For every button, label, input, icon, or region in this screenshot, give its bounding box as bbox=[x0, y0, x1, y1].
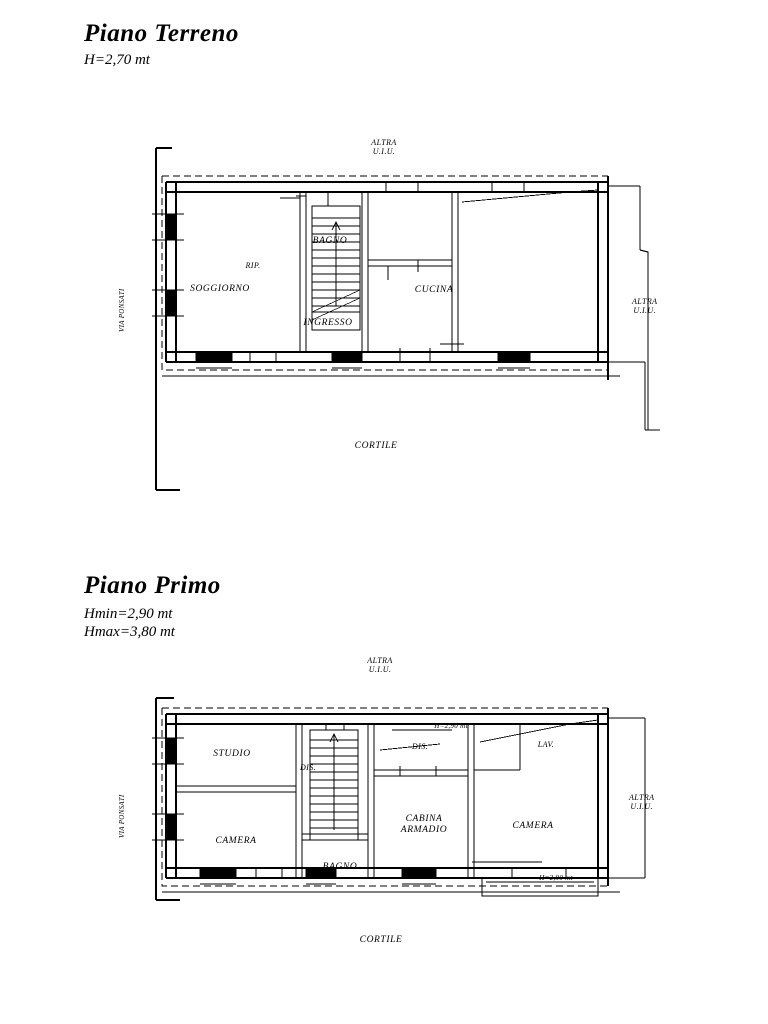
room-label-cabina-armadio: CABINA ARMADIO bbox=[400, 814, 448, 835]
room-label-lav: LAV. bbox=[537, 740, 555, 749]
room-label-studio: STUDIO bbox=[213, 749, 251, 759]
label-altra-uiu-right-first: ALTRA U.I.U. bbox=[629, 793, 655, 812]
room-label-rip: RIP. bbox=[245, 261, 261, 270]
page-title-ground-floor: Piano Terreno bbox=[84, 20, 239, 47]
ground-floor-height-note: H=2,70 mt bbox=[84, 52, 150, 68]
room-label-bagno: BAGNO bbox=[312, 236, 348, 246]
page-title-first-floor: Piano Primo bbox=[84, 572, 221, 599]
dimension-note-h290-top: H=2,90 mt bbox=[434, 722, 468, 730]
label-via-ponsati-ground: VIA PONSATI bbox=[118, 288, 126, 332]
first-floor-height-note-max: Hmax=3,80 mt bbox=[84, 624, 175, 640]
room-label-dis-left: DIS. bbox=[299, 763, 317, 772]
label-cortile-first: CORTILE bbox=[359, 935, 403, 945]
room-label-soggiorno: SOGGIORNO bbox=[190, 284, 250, 294]
room-label-camera-left: CAMERA bbox=[215, 836, 257, 846]
ground-floor-drawing bbox=[100, 130, 670, 510]
room-label-dis-right: DIS. bbox=[411, 742, 429, 751]
room-label-ingresso: INGRESSO bbox=[303, 318, 353, 328]
label-altra-uiu-top-ground: ALTRA U.I.U. bbox=[371, 138, 397, 157]
label-via-ponsati-first: VIA PONSATI bbox=[118, 794, 126, 838]
label-cortile-ground: CORTILE bbox=[354, 441, 398, 451]
first-floor-height-note-min: Hmin=2,90 mt bbox=[84, 606, 173, 622]
label-altra-uiu-right-ground: ALTRA U.I.U. bbox=[632, 297, 658, 316]
label-altra-uiu-top-first: ALTRA U.I.U. bbox=[367, 656, 393, 675]
room-label-cucina: CUCINA bbox=[414, 285, 454, 295]
room-label-bagno-first: BAGNO bbox=[322, 862, 358, 872]
dimension-note-h290-bottom: H=2,90 mt bbox=[539, 874, 573, 882]
room-label-camera-right: CAMERA bbox=[512, 821, 554, 831]
